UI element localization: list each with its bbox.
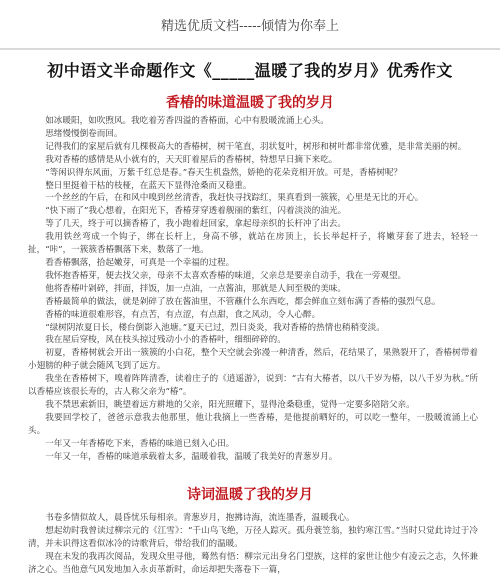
header-text: 精选优质文档-----倾情为你奉上 (161, 18, 339, 34)
paragraph: 我用铁丝弯成一个钩子，绑在长杆上，身高不够，就站在房顶上，长长举起杆子，将嫩芽套了进去，轻轻一扯，“咔”，一簇簇香椿飘落下来，数落了一地。 (28, 232, 478, 256)
paragraph: “绿树阴浓夏日长，楼台倒影入池塘。”夏天已过，烈日炎炎，我对香椿的热情也稍稍变淡。 (45, 322, 385, 333)
header-divider (0, 48, 500, 50)
paragraph: “等闲识得东风面，万紫千红总是春。”春天生机盎然，娇艳的花朵竞相开放。可是，香椿树呢？ (45, 167, 403, 178)
essay-title-xiangchun: 香椿的味道温暖了我的岁月 (166, 95, 334, 111)
paragraph: 想起幼时我曾读过柳宗元的《江雪》：“千山鸟飞绝，万径人踪灭。孤舟蓑笠翁，独钓寒江雪。”当时只觉此诗过于冷清，并未识得这看似冰冷的诗歌背后，带给我们的温暖。 (28, 525, 478, 549)
essay-title-poetry: 诗词温暖了我的岁月 (187, 487, 313, 503)
paragraph: “快下雨了”我心想着，在阳光下，香椿芽穿透着舰丽的紫红，闪着淡淡的油光。 (45, 206, 347, 217)
essay-body-poetry (28, 512, 478, 575)
paragraph: 我不禁思索新旧，眺望着远方耕地的父亲，阳光照耀下，显得沧桑稳重，觉得一定要多陪陪父亲。 (45, 399, 415, 410)
paragraph: 我坐在香椿树下，嗅着阵阵清香，读着庄子的《逍遥游》，说到：“古有大椿者，以八千岁为椿，以八千岁为秋。”所以香椿应该很长寿的，古人称父亲为“椿”。 (28, 374, 478, 398)
paragraph: 香椿最简单的做法，就是剁碎了放在酱油里，不管蘸什么东西吃，都会鲜血立刻布满了香椿的强烈气息。 (45, 296, 441, 307)
paragraph: 他将香椿叶剁碎，拌面，拌饭，加一点油，一点酱油，那就是人间至极的美味。 (45, 283, 346, 294)
essay-body-xiangchun (28, 115, 478, 470)
paragraph: 我要回学校了，爸爸示意我去他那里，他让我摘上一些香椿，是他提前晒好的，可以吃一整年，一股暖流涌上心头。 (28, 412, 478, 436)
paragraph: 看香椿飘落，拾起嫩芽，可真是一个幸福的过程。 (45, 257, 235, 268)
paragraph: 我在屋后穿梭，风在枝头掠过残动小小的香椿叶，细细碎碎的。 (45, 335, 286, 346)
paragraph: 书卷多情似故人，晨昏忧乐每相亲。青葱岁月，抱拂诗海，流连墨香，温暖我心。 (45, 513, 355, 523)
paragraph: 香椿的味道很难形容，有点苦，有点涩，有点甜，食之风动，令人心醉。 (45, 309, 321, 320)
paragraph: 我对香椿的感情是从小就有的，天天盯着屋后的香椿树，特想早日摘下来吃。 (45, 154, 338, 165)
paragraph: 现在未发的我再次阅品，发现众里寻他，蓦然有悟：柳宗元出身名门望族，这样的家世让他少有凌云之志，久怀兼济之心。当他意气风发地加入永贞革新时，命运却把失落卷下一篇， (28, 551, 478, 575)
page-header (0, 0, 500, 48)
paragraph: 我怀抱香椿芽，便去找父亲，母亲不太喜欢香椿的味道，父亲总是要亲自动手，我在一旁观望。 (45, 270, 407, 281)
document-title: 初中语文半命题作文《_____温暖了我的岁月》优秀作文 (47, 61, 453, 80)
paragraph: 一年又一年，香椿的味道承载着太多，温暖着我，温暖了我美好的青葱岁月。 (45, 451, 338, 462)
paragraph: 如冰暖阳，如吹煦风。我吃着芳香四溢的香椿面，心中有股暖流涌上心头。 (45, 116, 329, 126)
paragraph: 一年又一年香椿吃下来，香椿的味道已刻入心田。 (45, 438, 235, 449)
paragraph: 思绪慢慢倒卷而回。 (45, 128, 123, 139)
paragraph: 一个丝丝的午后，在和风中嗅到丝丝清香，我赶快寻找踪红，果真看到一簇簇，心里是无比的开心。 (45, 193, 424, 204)
paragraph: 等了几天，终于可以摘香椿了，我小跑着赶回家，拿起母亲织的长杆冲了出去。 (45, 219, 346, 230)
paragraph: 记得我们的家屋后就有几棵极高大的香椿树，树干笔直，羽状复叶，树形和树叶都非常优雅，是非常美丽的树。 (45, 141, 467, 152)
paragraph: 整日里挺着干枯的枝桠，在蓝天下显得沧桑而又稳重。 (45, 180, 252, 191)
paragraph: 初夏，香椿树就会开出一簇簇的小白花，整个天空就会弥漫一种清香，然后，花结果了，果熟裂开了，香椿树带着小翅膀的种子就会随风飞到了远方。 (28, 348, 478, 372)
